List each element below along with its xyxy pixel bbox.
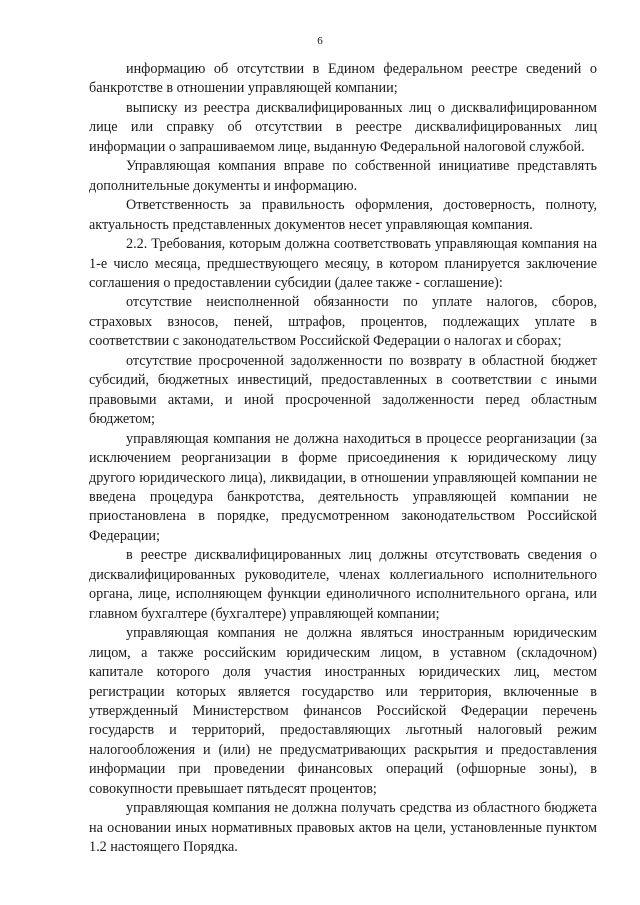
paragraph-bankruptcy-registry-info: информацию об отсутствии в Едином федеральном реестре сведений о банкротстве в отношении управляющей компании; [89, 61, 597, 97]
document-body [89, 60, 597, 858]
paragraph-no-other-funds: управляющая компания не должна получать средства из областного бюджета на основании иных нормативных правовых актов на цели, установленные пунктом 1.2 настоящего Порядка. [89, 800, 597, 856]
paragraph-section-2-2: 2.2. Требования, которым должна соответствовать управляющая компания на 1-е число месяца, предшествующего месяцу, в котором планируется заключение соглашения о предоставлении субсидии (далее также - соглашение): [89, 236, 597, 291]
paragraph-responsibility: Ответственность за правильность оформления, достоверность, полноту, актуальность представленных документов несет управляющая компания. [89, 197, 597, 233]
paragraph-additional-documents: Управляющая компания вправе по собственной инициативе представлять дополнительные документы и информацию. [89, 158, 597, 194]
page-number: 6 [317, 35, 323, 47]
paragraph-no-reorganization: управляющая компания не должна находиться в процессе реорганизации (за исключением реорганизации в форме присоединения к юридическому лицу другого юридического лица), ликвидации, в отношении управляющей компании не введена процедура банкротства, деятельность управляющей компании не приостановлена в порядке, предусмотренном законодательством Российской Федерации; [89, 430, 597, 544]
paragraph-disqualified-persons: в реестре дисквалифицированных лиц должны отсутствовать сведения о дисквалифицированных руководителе, членах коллегиального исполнительного органа, лице, исполняющем функции единоличного исполнительного органа, или главном бухгалтере (бухгалтере) управляющей компании; [89, 547, 597, 622]
paragraph-no-overdue-debt: отсутствие просроченной задолженности по возврату в областной бюджет субсидий, бюджетных инвестиций, предоставленных в соответствии с иными правовыми актами, и иной просроченной задолженности перед областным бюджетом; [89, 352, 597, 428]
paragraph-disqualified-registry-extract: выписку из реестра дисквалифицированных лиц о дисквалифицированном лице или справку об отсутствии в реестре дисквалифицированных лиц информации о запрашиваемом лице, выданную Федеральной налоговой службой. [89, 99, 597, 155]
paragraph-no-tax-debt: отсутствие неисполненной обязанности по уплате налогов, сборов, страховых взносов, пеней, штрафов, процентов, подлежащих уплате в соответствии с законодательством Российской Федерации о налогах и сборах; [89, 294, 597, 350]
paragraph-not-foreign-entity: управляющая компания не должна являться иностранным юридическим лицом, а также российским юридическим лицом, в уставном (складочном) капитале которого доля участия иностранных юридических лиц, местом регистрации которых является государство или территория, включенные в утвержденный Министерством финансов Российской Федерации перечень государств и территорий, предоставляющих льготный налоговый режим налогообложения и (или) не предусматривающих раскрытия и предоставления информации при проведении финансовых операций (офшорные зоны), в совокупности превышает пятьдесят процентов; [89, 625, 597, 797]
